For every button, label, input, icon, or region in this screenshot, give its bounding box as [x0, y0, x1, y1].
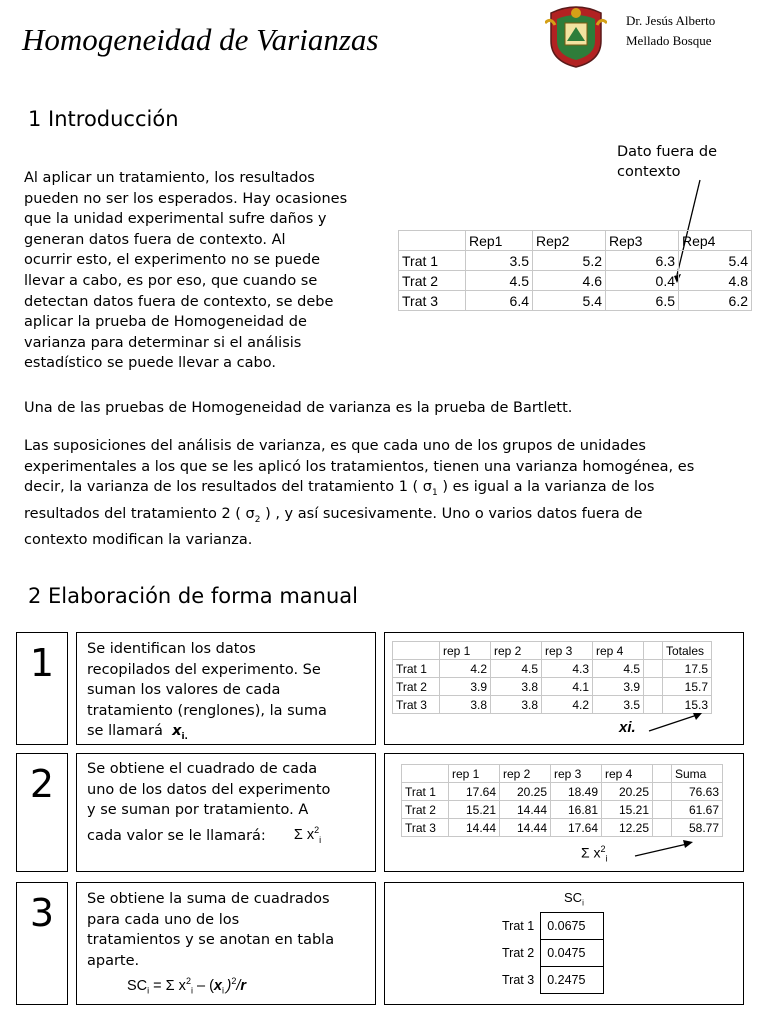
- table-cell: Trat 1: [393, 660, 440, 678]
- text-line: aparte.: [87, 952, 140, 969]
- university-crest-logo: [545, 3, 607, 69]
- table-cell: 6.2: [679, 291, 752, 311]
- table-cell: 15.3: [663, 696, 712, 714]
- text-span: SC: [127, 977, 148, 994]
- table-cell: 14.44: [500, 819, 551, 837]
- text-span: /: [236, 977, 241, 994]
- text-span: x: [213, 977, 222, 994]
- subscript: i: [605, 853, 608, 864]
- sc-header: [564, 890, 584, 908]
- text-line: y se suman por tratamiento. A: [87, 802, 309, 818]
- text-span: = Σ x: [149, 977, 186, 994]
- table-cell: [399, 231, 466, 251]
- text-line: [24, 504, 764, 530]
- table-cell: 4.1: [542, 678, 593, 696]
- table-cell: Trat 3: [402, 819, 449, 837]
- page-title: Homogeneidad de Varianzas: [22, 22, 379, 57]
- superscript: 2: [231, 976, 237, 986]
- text-line: [87, 821, 375, 851]
- sc-table: [496, 912, 604, 994]
- author-name: [626, 11, 715, 51]
- table-cell: Trat 3: [393, 696, 440, 714]
- table-cell: 16.81: [551, 801, 602, 819]
- text-line: recopilados del experimento. Se: [87, 661, 321, 678]
- text-line: aplicar la prueba de Homogeneidad de: [24, 314, 307, 331]
- subscript: i.: [221, 985, 227, 996]
- callout-line: contexto: [617, 164, 681, 180]
- table-cell: 3.8: [491, 678, 542, 696]
- table-cell: Trat 3: [502, 973, 535, 987]
- table-cell: 0.0675: [541, 913, 604, 940]
- table-cell: 3.5: [466, 251, 533, 271]
- subscript: 2: [254, 514, 261, 525]
- text-line: experimentales a los que se les aplicó los tratamientos, tienen una varianza homogénea, es: [24, 458, 695, 475]
- text-line: Se obtiene la suma de cuadrados: [87, 891, 330, 907]
- subscript: i: [147, 985, 150, 996]
- table-cell: 17.5: [663, 660, 712, 678]
- table-cell: Rep2: [533, 231, 606, 251]
- table-row: [393, 678, 712, 696]
- arrow-icon: [647, 711, 707, 737]
- table-cell: 18.49: [551, 783, 602, 801]
- table-cell: 4.5: [491, 660, 542, 678]
- table-row: [402, 819, 723, 837]
- table-cell: 15.7: [663, 678, 712, 696]
- text-line: Al aplicar un tratamiento, los resultados: [24, 170, 315, 186]
- text-span: ) es igual a la varianza de los: [437, 479, 655, 496]
- text-span: ): [226, 977, 232, 994]
- text-line: para cada uno de los: [87, 911, 240, 928]
- text-line: contexto modifican la varianza.: [24, 532, 253, 549]
- table-cell: Trat 2: [402, 801, 449, 819]
- step-text-box: [76, 632, 376, 745]
- table-cell: 3.9: [440, 678, 491, 696]
- subscript: i.: [181, 731, 188, 742]
- step-number-box: [16, 882, 68, 1005]
- table-cell: rep 3: [542, 642, 593, 660]
- table-cell: 0.0475: [541, 940, 604, 967]
- table-cell: Trat 1: [502, 919, 535, 933]
- table-row: [399, 271, 752, 291]
- table-cell: Trat 1: [399, 251, 466, 271]
- squares-table: [401, 764, 723, 837]
- table-cell: 14.44: [500, 801, 551, 819]
- text-line: varianza para determinar si el análisis: [24, 334, 302, 351]
- text-span: Σ x: [293, 827, 315, 844]
- table-cell: 3.8: [440, 696, 491, 714]
- table-cell: 3.8: [491, 696, 542, 714]
- text-span: r: [240, 977, 247, 994]
- table-cell: Rep1: [466, 231, 533, 251]
- table-cell: Suma: [672, 765, 723, 783]
- text-line: pueden no ser los esperados. Hay ocasiones: [24, 190, 348, 207]
- sc-formula: [127, 971, 375, 1001]
- table-cell: Trat 2: [393, 678, 440, 696]
- step-text-box: [76, 753, 376, 872]
- text-line: detectan datos fuera de contexto, se debe: [24, 293, 334, 310]
- symbol: x: [172, 723, 182, 739]
- table-cell: rep 1: [440, 642, 491, 660]
- author-line: Dr. Jesús Alberto: [626, 13, 716, 28]
- table-cell: 4.2: [440, 660, 491, 678]
- table-cell: [653, 819, 672, 837]
- table-row: [402, 801, 723, 819]
- step-number: 2: [29, 762, 55, 806]
- text-line: estadístico se puede llevar a cabo.: [24, 355, 276, 372]
- arrow-icon: [633, 838, 697, 862]
- table-cell: 5.4: [679, 251, 752, 271]
- table-cell: rep 1: [449, 765, 500, 783]
- assumptions-paragraph: [24, 436, 764, 551]
- subscript: i: [190, 985, 193, 996]
- bartlett-paragraph: Una de las pruebas de Homogeneidad de varianza es la prueba de Bartlett.: [24, 400, 573, 416]
- table-cell: 4.3: [542, 660, 593, 678]
- text-line: llevar a cabo, es por eso, que cuando se: [24, 272, 318, 289]
- table-cell: 12.25: [602, 819, 653, 837]
- table-header-row: [393, 642, 712, 660]
- callout-line: Dato fuera de: [617, 144, 718, 160]
- text-span: – (: [192, 977, 214, 994]
- text-line: uno de los datos del experimento: [87, 781, 331, 798]
- table-cell: 4.5: [466, 271, 533, 291]
- step-number-box: [16, 632, 68, 745]
- text-span: resultados del tratamiento 2 ( σ: [24, 505, 255, 522]
- superscript: 2: [185, 976, 191, 986]
- table-cell: 15.21: [602, 801, 653, 819]
- table-cell: Trat 3: [399, 291, 466, 311]
- table-cell: rep 2: [491, 642, 542, 660]
- table-cell: 4.8: [679, 271, 752, 291]
- text-span: se llamará: [87, 723, 163, 739]
- table-cell: 4.2: [542, 696, 593, 714]
- table-cell: rep 3: [551, 765, 602, 783]
- text-line: Se identifican los datos: [87, 641, 256, 657]
- text-line: ocurrir esto, el experimento no se puede: [24, 252, 321, 269]
- text-line: [87, 721, 375, 747]
- table-cell: 4.5: [593, 660, 644, 678]
- text-span: Σ x: [581, 844, 601, 861]
- subscript: 1: [432, 488, 438, 499]
- step-table-box: [384, 753, 744, 872]
- table-cell: 14.44: [449, 819, 500, 837]
- table-cell: 3.9: [593, 678, 644, 696]
- text-line: generan datos fuera de contexto. Al: [24, 231, 286, 248]
- text-line: [24, 477, 764, 503]
- subscript: i: [582, 898, 584, 908]
- outlier-data-table: [398, 230, 752, 311]
- xi-label: xi.: [619, 719, 636, 736]
- step-number: 1: [29, 641, 55, 685]
- table-cell: 20.25: [500, 783, 551, 801]
- table-cell: [644, 660, 663, 678]
- table-cell: 6.5: [606, 291, 679, 311]
- table-cell: Rep4: [679, 231, 752, 251]
- table-row: [399, 251, 752, 271]
- subscript: i: [319, 835, 322, 846]
- table-cell: [653, 801, 672, 819]
- section-heading-introduccion: 1 Introducción: [28, 107, 179, 131]
- table-cell: 20.25: [602, 783, 653, 801]
- author-line: Mellado Bosque: [626, 33, 712, 48]
- table-cell: rep 4: [593, 642, 644, 660]
- table-cell: 6.4: [466, 291, 533, 311]
- superscript: 2: [314, 825, 320, 836]
- text-span: ) , y así sucesivamente. Uno o varios datos fuera de: [260, 505, 643, 522]
- table-cell: [644, 642, 663, 660]
- table-cell: 4.6: [533, 271, 606, 291]
- table-cell: [644, 678, 663, 696]
- table-row: [496, 913, 604, 940]
- table-cell: [653, 765, 672, 783]
- table-row: [496, 940, 604, 967]
- table-header-row: [402, 765, 723, 783]
- table-cell: 0.2475: [541, 967, 604, 994]
- table-cell: 58.77: [672, 819, 723, 837]
- table-cell: [653, 783, 672, 801]
- table-cell: rep 2: [500, 765, 551, 783]
- table-cell: rep 4: [602, 765, 653, 783]
- table-row: [399, 291, 752, 311]
- table-row: [393, 660, 712, 678]
- table-cell: 3.5: [593, 696, 644, 714]
- text-line: Se obtiene el cuadrado de cada: [87, 761, 318, 777]
- totals-table: [392, 641, 712, 714]
- text-line: tratamientos y se anotan en tabla: [87, 932, 335, 948]
- text-line: que la unidad experimental sufre daños y: [24, 211, 327, 228]
- table-cell: 17.64: [551, 819, 602, 837]
- table-header-row: [399, 231, 752, 251]
- table-cell: 5.4: [533, 291, 606, 311]
- step-table-box: [384, 632, 744, 745]
- table-cell: 17.64: [449, 783, 500, 801]
- text-span: cada valor se le llamará:: [87, 827, 266, 844]
- sum-squares-label: [581, 844, 608, 863]
- text-line: Las suposiciones del análisis de varianza, es que cada uno de los grupos de unidades: [24, 438, 646, 454]
- formula: [293, 825, 322, 846]
- table-row: [402, 783, 723, 801]
- step-number: 3: [29, 891, 55, 935]
- table-cell: 5.2: [533, 251, 606, 271]
- section-heading-elaboracion: 2 Elaboración de forma manual: [28, 584, 358, 608]
- table-cell: [402, 765, 449, 783]
- step-text-box: [76, 882, 376, 1005]
- table-cell: 0.4: [606, 271, 679, 291]
- text-span: decir, la varianza de los resultados del tratamiento 1 ( σ: [24, 479, 432, 496]
- text-line: tratamiento (renglones), la suma: [87, 702, 327, 719]
- table-row: [496, 967, 604, 994]
- table-cell: Totales: [663, 642, 712, 660]
- text-line: suman los valores de cada: [87, 682, 281, 698]
- table-cell: Trat 2: [399, 271, 466, 291]
- table-cell: Trat 1: [402, 783, 449, 801]
- table-cell: 15.21: [449, 801, 500, 819]
- intro-paragraph: [24, 168, 374, 374]
- table-cell: 6.3: [606, 251, 679, 271]
- step-number-box: [16, 753, 68, 872]
- table-cell: 61.67: [672, 801, 723, 819]
- table-cell: [393, 642, 440, 660]
- superscript: 2: [600, 844, 606, 854]
- table-cell: Rep3: [606, 231, 679, 251]
- table-cell: Trat 2: [502, 946, 535, 960]
- table-cell: 76.63: [672, 783, 723, 801]
- text-span: SC: [564, 890, 583, 905]
